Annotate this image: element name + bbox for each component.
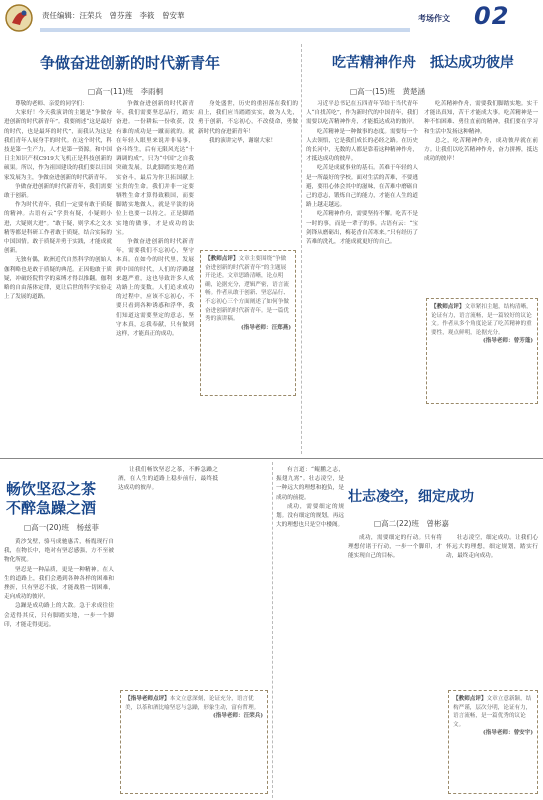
section-divider: [0, 458, 543, 459]
article-3-title: [6, 480, 96, 518]
article-2-body-left: 习近平总书记在五四青年节给于当代青年人“自找苦吃”，作为新时代的中国青年，我们需要以吃苦精神作舟，才能抵达成功的彼岸。 吃苦精神是一种做事的态度。需要每一个人去领悟，它是我们成长的必经之路。在历史的长河中，无数的人都是靠着这种精神作舟，才抵达成功的彼岸。 吃苦是成就事业的基石。苦难于年轻的人是一所最好的学校。面对生活的苦难，不要逃避，要用心体会其中的滋味，在苦难中磨砺自己的意志，锻炼自己的能力，才能在人生的道路上越走越远。 吃苦精神作舟，需要坚持不懈。吃苦不是一时的事，而是一辈子的事。古语有云：“宝剑锋从磨砺出，梅花香自苦寒来。”只有经历了苦难的洗礼，才能成就更好的自己。: [306, 101, 418, 246]
article-1-body-mid: 争做奋进创新的时代新青年，我们需要坚忍品行，踏实奋进。一份耕耘一份收获，没有谁的成功是一蹴而就的。就在年轻人眼里来说并非易事，奋斗终生，后有无限风光达“十调调的成”，只为“中国”之自我突破发展，以此脚踏实地在踏实奋斗，最后为你卫拓国献上宝贵的生命。我们并非一定要牺牲生命才算得致粮国，而要脚踏实地做人，就是平淡的岗位上也要一以持之。正是脚踏实地的做事，才是成功的法宝。 争做奋进创新的时代新青年，需要我们不忘初心，坚守本真。在如今的时代里，发展到中国的时代，人们的浮躁越来越严重，这也导致许多人成功路上的变数。人们追求成功的过程中，应该不忘初心，不要只看到各种诱惑和浮华，我们知道这需要坚定的意志，坚守本真，忘我奉献，只有做到这样，才能真正的成功。: [116, 101, 194, 338]
newspaper-logo-icon: [4, 3, 36, 33]
article-1-body-left: 尊敬的老师、亲爱的同学们： 大家好！今天我演讲的主题是“争做奋进创新的时代新青年”。我要阐述“这是最好的时代，也是最坏的时代”，而我认为这是我们青年人展身手的时代。在这个时代，科技是第一生产力，人才是第一资源。和中国日主知识产权C919大飞机正是科技创新的硕果。所以，作为祖国建设的我们要以日国家发展为主，争做奋进创新的时代新青年。 争做奋进创新的时代新青年，我们需要敢于创新。 作为时代青年，我们一定要有敢于质疑的精神。古语有云“学贵有疑，小疑则小进，大疑则大进”。“敢于疑，则学术之文水精等都是科研工作者敢于质疑，结合实际的中国国情。敢于质疑并勇于实践，才能成就创新。 无独有偶，欧洲近代自然科学的创始人伽利略也是敢于质疑的典范。正因他敢于质疑，冲破经院哲学的束缚才得以推翻。伽利略的自由落体定律，更让后世的科学实验走上了发展的道路。: [4, 101, 112, 301]
article-2-title: 吃苦精神作舟 抵达成功彼岸: [332, 55, 514, 71]
column-divider: [301, 44, 302, 454]
article-4-body-left: 有言道：“鲲鹏之志，振翅九霄”。壮志凌空，是一种远大的理想和抱负，是成功的前提。 成功，需要细定的规划。没有细定的规划，再远大的理想也只是空中楼阁。: [276, 467, 344, 529]
article-4-body-mid: 成功，需要细定的行动。只有将理想付诸于行动，一步一个脚印，才能实现自己的目标。: [348, 535, 442, 560]
article-2-body-right: 吃苦精神作舟，需要我们脚踏实地。实干才能出真知，苦干才能成大事。吃苦精神是一种不怕困难、勇往直前的精神，我们要在学习和生活中发扬这种精神。 总之，吃苦精神作舟，成功彼岸就在前方。让我们以吃苦精神作舟，奋力拼搏，抵达成功的彼岸！: [424, 101, 538, 163]
page-header: [0, 0, 543, 36]
header-bar: [40, 28, 410, 32]
article-4-author: □高二(22)班 曾彬嘉: [374, 519, 449, 528]
article-3-body-right: 让我们畅饮坚忍之茶，不醉急躁之酒，在人生的道路上稳步前行，最终抵达成功的彼岸。: [118, 467, 218, 492]
article-3-title-line2: 不醉急躁之酒: [6, 499, 97, 517]
article-3-teacher-comment: 【指导老师点评】本文立意深刻，论证充分，语言优美，以茶和酒比喻坚忍与急躁，形象生动，富有哲理。 (指导老师：汪荣兵): [120, 690, 268, 794]
article-3-author: □高一(20)班 杨兹菲: [24, 523, 99, 532]
article-1-title: 争做奋进创新的时代新青年: [40, 54, 221, 72]
editor-line: 责任编辑：汪荣兵 曾芬莲 李筱 曾安華: [42, 11, 185, 20]
article-2-author: □高一(15)班 黄楚涵: [350, 87, 425, 96]
article-1-teacher-comment: 【教师点评】文章主要围绕“争做奋进创新的时代新青年”的主题展开论述。文章思路清晰，论点明确，论据充分，逻辑严密，语言流畅。作者从敢于创新、坚忍品行、不忘初心三个方面阐述了如何争做奋进创新的时代新青年。是一篇优秀的演讲稿。 (指导老师：汪郑燕): [200, 250, 296, 396]
article-1-author: □高一(11)班 李雨桐: [88, 87, 163, 96]
article-3-title-line1: 畅饮坚忍之茶: [6, 480, 97, 498]
article-1-body-right: 身处盛世，历史的重担落在我们的肩上，我们应当踏踏实实，敢为人先，勇于创新，不忘初心，不改使命，勇做新时代的奋进新青年！ 我的演讲完毕，谢谢大家！: [198, 101, 298, 144]
article-2-teacher-comment: 【教师点评】文章紧扣主题，结构清晰，论证有力，语言流畅，是一篇较好的议论文。作者从多个角度论证了吃苦精神的重要性，观点鲜明，论据充分。 (指导老师：曾芳蓬): [426, 298, 538, 404]
column-divider-bottom: [272, 462, 273, 798]
article-4-body-right: 壮志凌空，细定成功。让我们心怀远大的理想，细定规划，踏实行动，最终走向成功。: [446, 535, 538, 560]
article-4-title: 壮志凌空，细定成功: [348, 489, 474, 505]
page-number: 02: [474, 2, 510, 30]
section-label: 考场作文: [418, 14, 450, 23]
article-4-teacher-comment: 【教师点评】文章立意新颖，结构严谨，层次分明，论证有力，语言流畅，是一篇优秀的议论文。 (指导老师：曾安宇): [448, 690, 538, 794]
article-3-body-left: 黄沙戈壁，骆马成驰惠舌，杨胤现行自我，在物长中，绝对有坚忍感强，方不至被物化所扰。 坚忍是一种品质，更是一种精神。在人生的道路上，我们会遇到各种各样的困难和挫折，只有坚忍不拔，才能战胜一切困难，走向成功的彼岸。 急躁是成功路上的大敌。急于求成往往会适得其反，只有脚踏实地，一步一个脚印，才能走得更远。: [4, 539, 114, 628]
